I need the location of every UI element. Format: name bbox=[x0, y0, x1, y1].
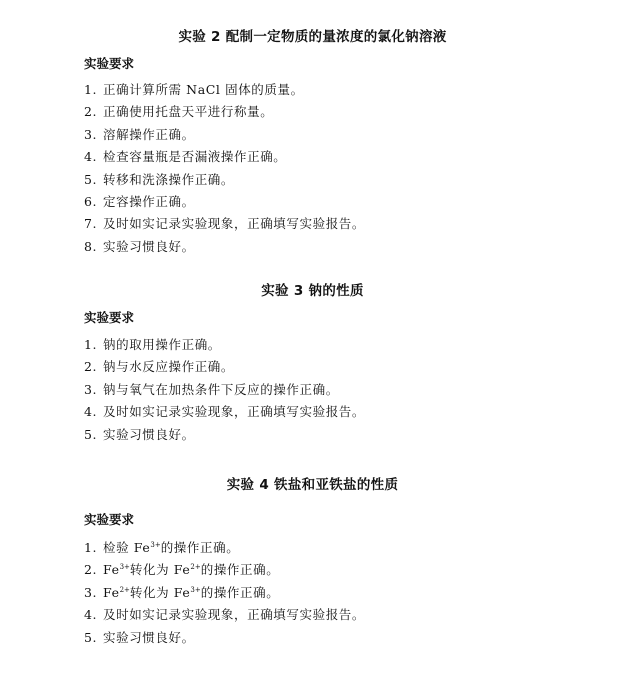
list-item: 6. 定容操作正确。 bbox=[84, 193, 195, 209]
requirements-list-exp2 bbox=[84, 79, 365, 258]
list-item: 4. 及时如实记录实验现象，正确填写实验报告。 bbox=[84, 404, 366, 420]
section-subhead-exp3: 实验要求 bbox=[84, 310, 135, 325]
list-item: 3. 溶解操作正确。 bbox=[84, 126, 195, 142]
section-title-exp4: 实验 4 铁盐和亚铁盐的性质 bbox=[226, 477, 399, 493]
list-item: 4. 及时如实记录实验现象，正确填写实验报告。 bbox=[84, 607, 366, 623]
list-item: 5. 转移和洗涤操作正确。 bbox=[84, 171, 235, 187]
requirements-list-exp4 bbox=[84, 537, 365, 649]
section-subhead-exp2: 实验要求 bbox=[84, 56, 135, 71]
list-item: 7. 及时如实记录实验现象，正确填写实验报告。 bbox=[84, 216, 366, 232]
list-item: 8. 实验习惯良好。 bbox=[84, 238, 195, 254]
list-item: 1. 钠的取用操作正确。 bbox=[84, 337, 221, 352]
requirements-list-exp3 bbox=[84, 334, 365, 446]
list-item: 2. $Fe^{3+}$转化为 $Fe^{2+}$的操作正确。 bbox=[84, 562, 280, 578]
list-item: 3. 钠与氧气在加热条件下反应的操作正确。 bbox=[84, 381, 339, 397]
list-item: 2. 钠与水反应操作正确。 bbox=[84, 359, 235, 375]
list-item: 1. 检验 $Fe^{3+}$的操作正确。 bbox=[84, 540, 240, 555]
list-item: 1. 正确计算所需 NaCl 固体的质量。 bbox=[84, 82, 304, 97]
section-subhead-exp4: 实验要求 bbox=[84, 512, 135, 527]
list-item: 5. 实验习惯良好。 bbox=[84, 426, 195, 442]
list-item: 3. $Fe^{2+}$转化为 $Fe^{3+}$的操作正确。 bbox=[84, 584, 280, 600]
list-item: 5. 实验习惯良好。 bbox=[84, 629, 195, 645]
list-item: 4. 检查容量瓶是否漏液操作正确。 bbox=[84, 149, 287, 165]
section-title-exp2: 实验 2 配制一定物质的量浓度的氯化钠溶液 bbox=[178, 29, 447, 45]
list-item: 2. 正确使用托盘天平进行称量。 bbox=[84, 104, 274, 120]
section-title-exp3: 实验 3 钠的性质 bbox=[261, 283, 364, 299]
